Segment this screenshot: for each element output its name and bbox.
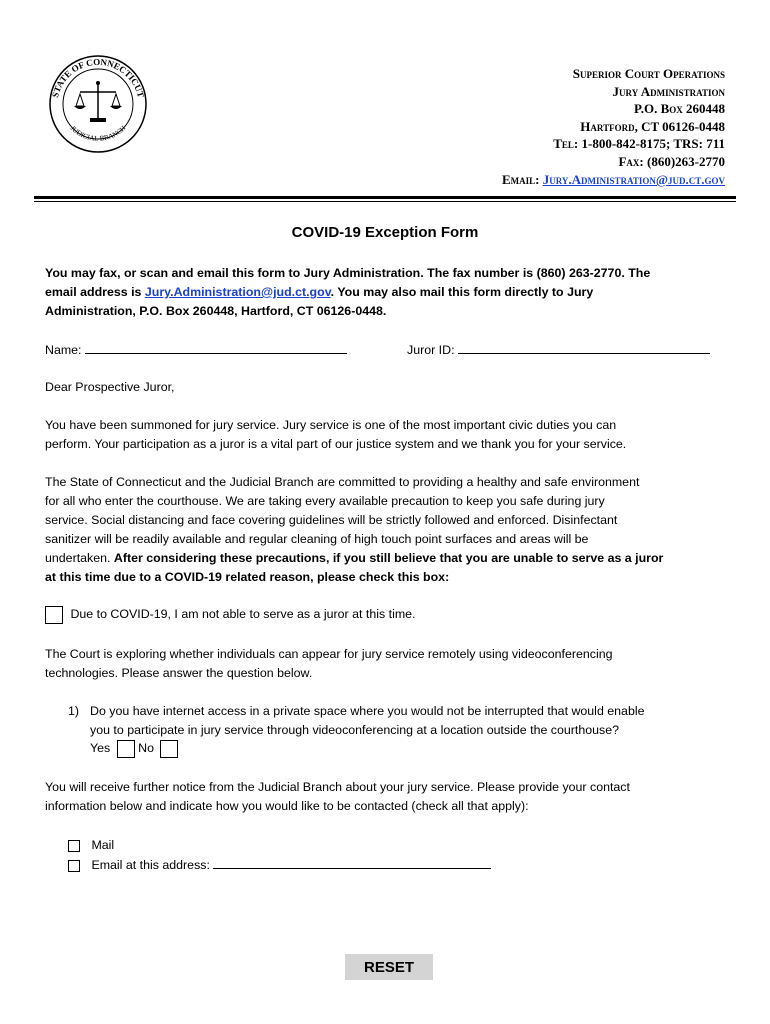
address-line-city: Hartford, CT 06126-0448 — [580, 119, 725, 134]
paragraph-remote — [45, 645, 725, 683]
paragraph-line: sanitizer will be readily available and regular cleaning of high touch point surfaces and areas will be — [45, 532, 589, 546]
juror-id-field[interactable] — [458, 341, 710, 354]
paragraph-line: for all who enter the courthouse. We are taking every available precaution to keep you safe during jury — [45, 494, 605, 508]
paragraph-contact — [45, 778, 725, 816]
header-divider-thick — [34, 196, 736, 199]
covid-exception-label: Due to COVID-19, I am not able to serve as a juror at this time. — [70, 607, 416, 621]
question-number: 1) — [68, 704, 80, 718]
juror-id-label: Juror ID: — [407, 343, 455, 357]
yes-label: Yes — [90, 741, 111, 755]
covid-exception-checkbox[interactable] — [45, 606, 63, 624]
paragraph-summons — [45, 416, 725, 454]
question-text — [90, 702, 730, 740]
yes-checkbox[interactable] — [117, 740, 135, 758]
intro-line-2: email address is Jury.Administration@jud.ct.gov. You may also mail this form directly to Jury — [45, 285, 594, 299]
address-line-fax: Fax: (860)263-2770 — [618, 154, 725, 169]
email-label: Email: — [501, 172, 540, 187]
name-field[interactable] — [85, 341, 347, 354]
name-row — [45, 341, 365, 360]
svg-text:STATE OF CONNECTICUT: STATE OF CONNECTICUT — [49, 56, 147, 99]
email-address-field[interactable] — [213, 856, 491, 869]
intro-line-1: You may fax, or scan and email this form to Jury Administration. The fax number is (860) 263-2770. The — [45, 266, 651, 280]
svg-text:JUDICIAL BRANCH: JUDICIAL BRANCH — [68, 124, 128, 143]
paragraph-line: perform. Your participation as a juror is a vital part of our justice system and we thank you for your service. — [45, 437, 627, 451]
paragraph-line: You will receive further notice from the Judicial Branch about your jury service. Please provide your contact — [45, 780, 630, 794]
yes-no-row — [90, 739, 290, 758]
judicial-seal-logo — [48, 54, 148, 154]
header-email-link[interactable]: Jury.Administration@jud.ct.gov — [542, 172, 725, 187]
reset-button[interactable]: RESET — [345, 954, 433, 980]
intro-line-3: Administration, P.O. Box 260448, Hartford, CT 06126-0448. — [45, 304, 387, 318]
question-line: Do you have internet access in a private space where you would not be interrupted that would enable — [90, 704, 645, 718]
paragraph-line: at this time due to a COVID-19 related reason, please check this box: — [45, 570, 450, 584]
email-option-label: Email at this address: — [91, 858, 210, 872]
name-label: Name: — [45, 343, 82, 357]
salutation: Dear Prospective Juror, — [45, 380, 175, 394]
paragraph-line: information below and indicate how you would like to be contacted (check all that apply): — [45, 799, 529, 813]
juror-id-row — [407, 341, 727, 360]
no-checkbox[interactable] — [160, 740, 178, 758]
address-line-office: Superior Court Operations — [572, 66, 725, 81]
mail-checkbox[interactable] — [68, 840, 80, 852]
address-line-tel: Tel: 1-800-842-8175; TRS: 711 — [553, 136, 725, 151]
no-label: No — [138, 741, 154, 755]
paragraph-safety — [45, 473, 725, 587]
paragraph-line: You have been summoned for jury service. Jury service is one of the most important civic duties you can — [45, 418, 617, 432]
covid-exception-row — [45, 605, 725, 624]
paragraph-line: undertaken. After considering these precautions, if you still believe that you are unable to serve as a juror — [45, 551, 664, 565]
email-checkbox[interactable] — [68, 860, 80, 872]
header-divider-thin — [34, 201, 736, 202]
address-line-email — [502, 172, 725, 188]
question-line: you to participate in jury service through videoconferencing at a location outside the courthouse? — [90, 723, 619, 737]
mail-option-row — [68, 836, 468, 855]
paragraph-line: The Court is exploring whether individuals can appear for jury service remotely using videoconferencing — [45, 647, 613, 661]
intro-paragraph — [45, 264, 725, 321]
paragraph-line: service. Social distancing and face covering guidelines will be strictly followed and enforced. Disinfectant — [45, 513, 618, 527]
paragraph-line: technologies. Please answer the question below. — [45, 666, 313, 680]
mail-label: Mail — [91, 838, 115, 852]
form-title: COVID-19 Exception Form — [291, 224, 479, 241]
intro-email-link[interactable]: Jury.Administration@jud.ct.gov — [144, 285, 331, 299]
email-option-row — [68, 856, 528, 875]
address-line-department: Jury Administration — [612, 84, 725, 99]
paragraph-line: The State of Connecticut and the Judicial Branch are committed to providing a healthy and safe environment — [45, 475, 640, 489]
address-line-po-box: P.O. Box 260448 — [633, 101, 725, 116]
